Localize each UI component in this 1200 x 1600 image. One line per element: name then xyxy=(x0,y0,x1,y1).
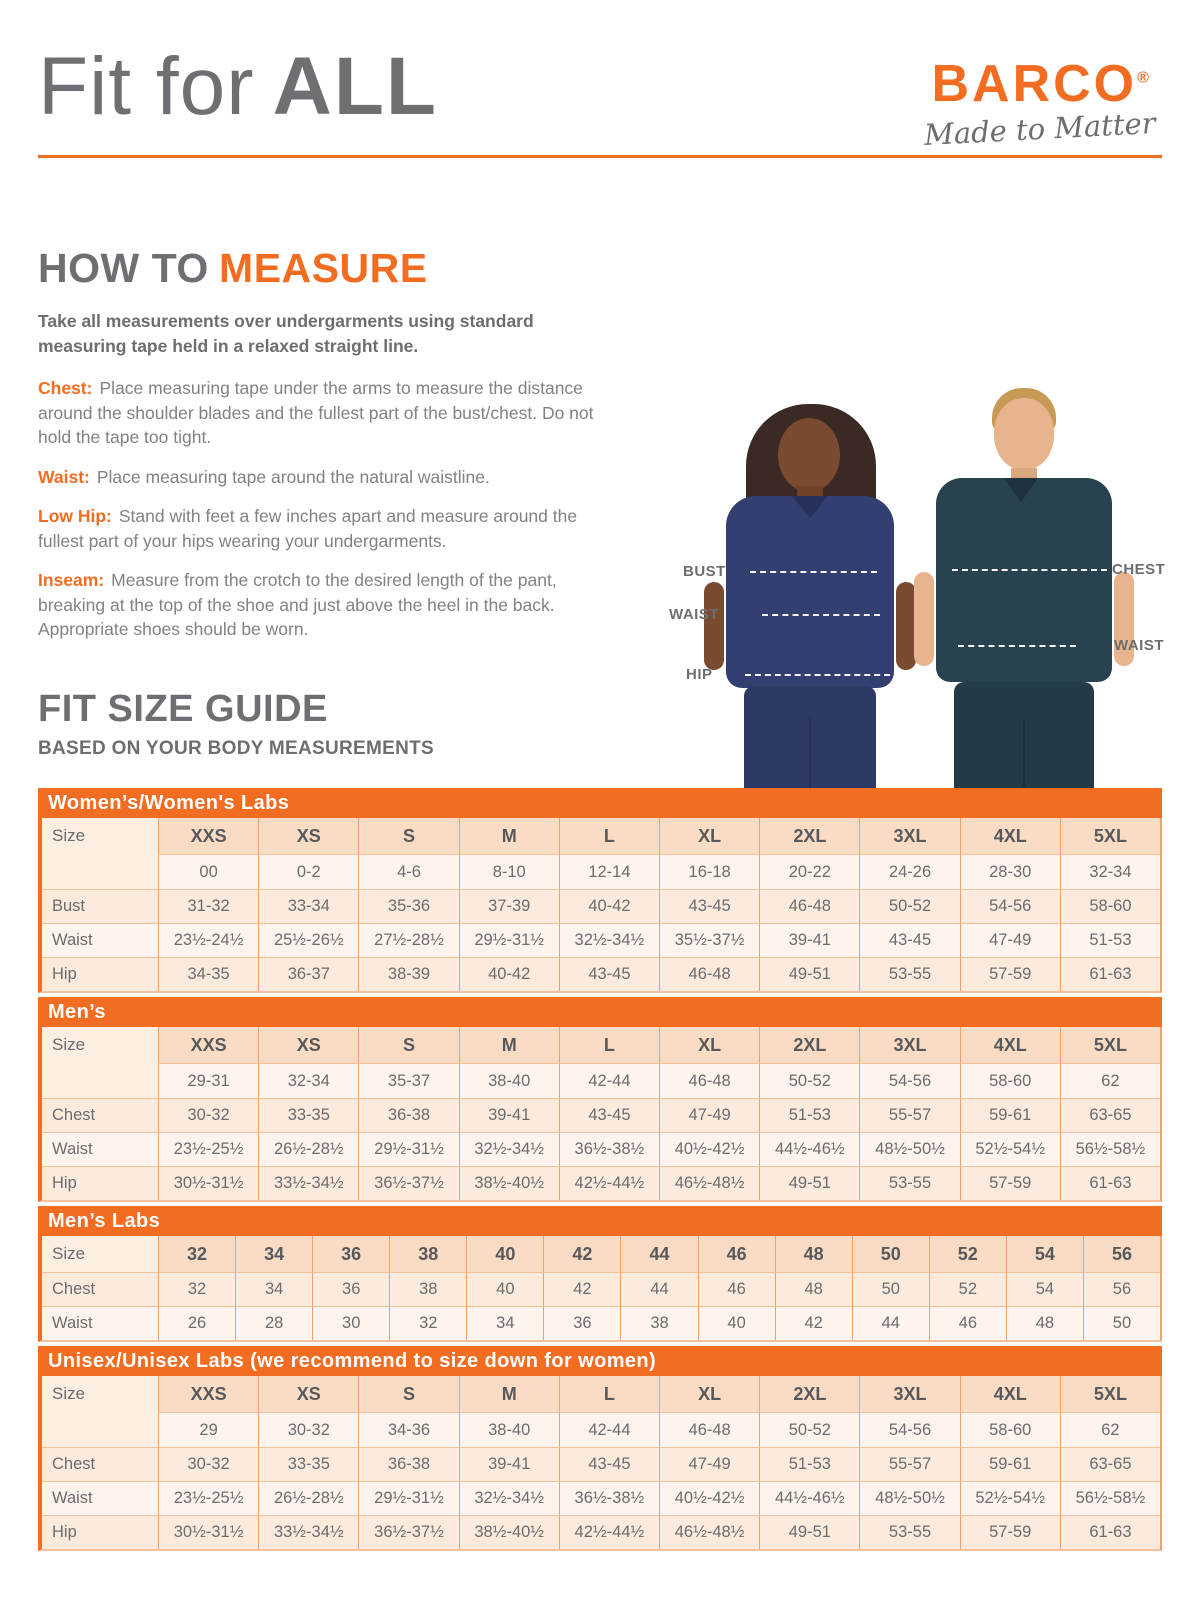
value-cell: 56½-58½ xyxy=(1061,1132,1160,1166)
size-name-cell: 3XL xyxy=(860,818,960,854)
value-cell: 57-59 xyxy=(961,1515,1061,1549)
value-cell: 47-49 xyxy=(660,1447,760,1481)
value-cell: 38½-40½ xyxy=(460,1166,560,1200)
value-cell: 51-53 xyxy=(760,1098,860,1132)
size-number-cell: 00 xyxy=(159,854,259,889)
value-cell: 34 xyxy=(467,1306,544,1340)
value-cell: 36 xyxy=(313,1272,390,1306)
value-cell: 44½-46½ xyxy=(760,1481,860,1515)
bust-measure-line xyxy=(750,571,877,573)
value-cell: 52½-54½ xyxy=(961,1481,1061,1515)
size-number-cell: 20-22 xyxy=(760,854,860,889)
size-table-womens xyxy=(38,788,1162,993)
value-cell: 29½-31½ xyxy=(460,923,560,957)
value-cell: 33-35 xyxy=(259,1447,359,1481)
value-cell: 36 xyxy=(544,1306,621,1340)
row-label-cell: Chest xyxy=(42,1098,159,1132)
table-grid-unisex xyxy=(38,1376,1162,1551)
male-model-scrub-top xyxy=(936,478,1112,682)
value-cell: 53-55 xyxy=(860,1515,960,1549)
female-model-vneck xyxy=(792,496,828,518)
value-cell: 53-55 xyxy=(860,1166,960,1200)
value-cell: 33½-34½ xyxy=(259,1166,359,1200)
size-name-cell: XS xyxy=(259,818,359,854)
size-name-cell: 38 xyxy=(390,1236,467,1272)
size-column-header: Size xyxy=(42,818,159,854)
value-cell: 46-48 xyxy=(760,889,860,923)
table-banner-womens: Women’s/Women's Labs xyxy=(38,788,1162,818)
size-number-cell: 24-26 xyxy=(860,854,960,889)
size-name-cell: 32 xyxy=(159,1236,236,1272)
value-cell: 48½-50½ xyxy=(860,1481,960,1515)
size-name-cell: L xyxy=(560,1027,660,1063)
value-cell: 33½-34½ xyxy=(259,1515,359,1549)
size-name-cell: XXS xyxy=(159,818,259,854)
row-label-cell: Waist xyxy=(42,1306,159,1340)
size-column-header: Size xyxy=(42,1376,159,1412)
chest-label: CHEST xyxy=(1112,561,1166,578)
value-cell: 55-57 xyxy=(860,1098,960,1132)
size-name-cell: 34 xyxy=(236,1236,313,1272)
hip-label: HIP xyxy=(686,666,713,683)
size-number-cell: 54-56 xyxy=(860,1412,960,1447)
hip-measure-line xyxy=(745,674,900,676)
size-name-cell: S xyxy=(359,1376,459,1412)
size-name-cell: XXS xyxy=(159,1027,259,1063)
value-cell: 40½-42½ xyxy=(660,1132,760,1166)
measurement-row-chest xyxy=(42,1272,1160,1306)
size-number-cell: 50-52 xyxy=(760,1412,860,1447)
measurement-row-hip xyxy=(42,1166,1160,1200)
value-cell: 46½-48½ xyxy=(660,1515,760,1549)
value-cell: 29½-31½ xyxy=(359,1132,459,1166)
size-number-cell: 62 xyxy=(1061,1412,1160,1447)
value-cell: 39-41 xyxy=(460,1098,560,1132)
size-number-cell: 42-44 xyxy=(560,1063,660,1098)
male-waist-label: WAIST xyxy=(1114,637,1164,654)
size-name-cell: 3XL xyxy=(860,1376,960,1412)
measurement-row-chest xyxy=(42,1447,1160,1481)
value-cell: 63-65 xyxy=(1061,1447,1160,1481)
size-name-cell: S xyxy=(359,818,459,854)
value-cell: 32 xyxy=(390,1306,467,1340)
size-name-cell: 48 xyxy=(776,1236,853,1272)
value-cell: 61-63 xyxy=(1061,1166,1160,1200)
value-cell: 48½-50½ xyxy=(860,1132,960,1166)
value-cell: 33-34 xyxy=(259,889,359,923)
male-waist-measure-line xyxy=(958,645,1076,647)
value-cell: 30½-31½ xyxy=(159,1166,259,1200)
value-cell: 48 xyxy=(776,1272,853,1306)
size-name-cell: 36 xyxy=(313,1236,390,1272)
value-cell: 39-41 xyxy=(460,1447,560,1481)
size-number-cell: 16-18 xyxy=(660,854,760,889)
size-name-cell: 5XL xyxy=(1061,1376,1160,1412)
size-number-cell: 32-34 xyxy=(1061,854,1160,889)
value-cell: 35-36 xyxy=(359,889,459,923)
size-number-cell: 38-40 xyxy=(460,1412,560,1447)
value-cell: 23½-25½ xyxy=(159,1132,259,1166)
size-number-cell: 4-6 xyxy=(359,854,459,889)
fit-size-guide-heading: FIT SIZE GUIDE xyxy=(38,688,328,730)
table-grid-mens xyxy=(38,1027,1162,1202)
size-header-row xyxy=(42,1236,1160,1272)
value-cell: 50 xyxy=(853,1272,930,1306)
value-cell: 26½-28½ xyxy=(259,1481,359,1515)
value-cell: 57-59 xyxy=(961,1166,1061,1200)
female-waist-label: WAIST xyxy=(669,606,719,623)
size-header-row xyxy=(42,818,1160,854)
size-header-row xyxy=(42,1027,1160,1063)
page-title-regular: Fit for xyxy=(38,41,255,132)
row-label-cell: Hip xyxy=(42,1166,159,1200)
value-cell: 37-39 xyxy=(460,889,560,923)
row-label-cell: Waist xyxy=(42,1481,159,1515)
empty-label-cell xyxy=(42,1412,159,1447)
size-name-cell: S xyxy=(359,1027,459,1063)
female-model-arm-right xyxy=(896,582,916,670)
value-cell: 43-45 xyxy=(560,1447,660,1481)
value-cell: 38 xyxy=(621,1306,698,1340)
value-cell: 36-38 xyxy=(359,1447,459,1481)
value-cell: 38-39 xyxy=(359,957,459,991)
size-number-cell: 50-52 xyxy=(760,1063,860,1098)
size-number-cell: 38-40 xyxy=(460,1063,560,1098)
value-cell: 46-48 xyxy=(660,957,760,991)
value-cell: 48 xyxy=(1007,1306,1084,1340)
size-number-cell: 32-34 xyxy=(259,1063,359,1098)
size-name-cell: 50 xyxy=(853,1236,930,1272)
measure-intro: Take all measurements over undergarments using standard measuring tape held in a relaxed straight line. xyxy=(38,311,534,356)
size-name-cell: XL xyxy=(660,1027,760,1063)
value-cell: 59-61 xyxy=(961,1098,1061,1132)
value-cell: 49-51 xyxy=(760,1166,860,1200)
brand-name: BARCO® xyxy=(931,55,1149,113)
value-cell: 39-41 xyxy=(760,923,860,957)
size-number-cell: 30-32 xyxy=(259,1412,359,1447)
value-cell: 49-51 xyxy=(760,1515,860,1549)
table-grid-womens xyxy=(38,818,1162,993)
value-cell: 61-63 xyxy=(1061,1515,1160,1549)
measurement-row-waist xyxy=(42,923,1160,957)
male-model-arm-left xyxy=(914,572,934,666)
measure-item-inseam: Inseam: Measure from the crotch to the desired length of the pant, breaking at the top of the shoe and just above the heel in the back. Appropriate shoes should be worn. xyxy=(38,570,557,639)
size-name-cell: M xyxy=(460,1027,560,1063)
size-name-cell: 5XL xyxy=(1061,818,1160,854)
value-cell: 56½-58½ xyxy=(1061,1481,1160,1515)
value-cell: 49-51 xyxy=(760,957,860,991)
size-number-cell: 35-37 xyxy=(359,1063,459,1098)
size-table-mens xyxy=(38,997,1162,1202)
value-cell: 36½-37½ xyxy=(359,1166,459,1200)
value-cell: 33-35 xyxy=(259,1098,359,1132)
value-cell: 51-53 xyxy=(760,1447,860,1481)
value-cell: 59-61 xyxy=(961,1447,1061,1481)
size-number-cell: 58-60 xyxy=(961,1412,1061,1447)
value-cell: 51-53 xyxy=(1061,923,1160,957)
row-label-cell: Chest xyxy=(42,1272,159,1306)
measurement-row-waist xyxy=(42,1132,1160,1166)
measurement-row-chest xyxy=(42,1098,1160,1132)
page-title xyxy=(38,41,439,132)
empty-label-cell xyxy=(42,854,159,889)
measurement-row-hip xyxy=(42,957,1160,991)
size-name-cell: 3XL xyxy=(860,1027,960,1063)
row-label-cell: Waist xyxy=(42,923,159,957)
size-name-cell: XXS xyxy=(159,1376,259,1412)
size-number-cell: 34-36 xyxy=(359,1412,459,1447)
value-cell: 46 xyxy=(930,1306,1007,1340)
row-label-cell: Waist xyxy=(42,1132,159,1166)
size-number-cell: 54-56 xyxy=(860,1063,960,1098)
value-cell: 32½-34½ xyxy=(560,923,660,957)
value-cell: 56 xyxy=(1084,1272,1160,1306)
size-column-header: Size xyxy=(42,1027,159,1063)
value-cell: 34-35 xyxy=(159,957,259,991)
size-name-cell: M xyxy=(460,1376,560,1412)
table-banner-mens-labs: Men’s Labs xyxy=(38,1206,1162,1236)
value-cell: 43-45 xyxy=(860,923,960,957)
size-name-cell: 46 xyxy=(699,1236,776,1272)
value-cell: 40 xyxy=(699,1306,776,1340)
value-cell: 50-52 xyxy=(860,889,960,923)
measure-item-waist: Waist: Place measuring tape around the natural waistline. xyxy=(38,466,490,487)
size-number-cell: 58-60 xyxy=(961,1063,1061,1098)
size-name-cell: 42 xyxy=(544,1236,621,1272)
measure-item-chest: Chest: Place measuring tape under the arms to measure the distance around the shoulder blades and the fullest part of the bust/chest. Do not hold the tape too tight. xyxy=(38,378,594,447)
size-name-cell: XL xyxy=(660,1376,760,1412)
female-model-scrub-top xyxy=(726,496,894,688)
value-cell: 50 xyxy=(1084,1306,1160,1340)
size-number-cell: 29 xyxy=(159,1412,259,1447)
male-model-face xyxy=(994,398,1054,470)
heading-orange-part: MEASURE xyxy=(219,245,428,291)
size-numbers-row xyxy=(42,1063,1160,1098)
size-name-cell: 5XL xyxy=(1061,1027,1160,1063)
measurement-row-bust xyxy=(42,889,1160,923)
table-banner-unisex: Unisex/Unisex Labs (we recommend to size down for women) xyxy=(38,1346,1162,1376)
size-number-cell: 0-2 xyxy=(259,854,359,889)
value-cell: 42 xyxy=(776,1306,853,1340)
size-name-cell: 2XL xyxy=(760,1027,860,1063)
male-model-pant-seam xyxy=(1023,718,1025,793)
value-cell: 25½-26½ xyxy=(259,923,359,957)
size-number-cell: 28-30 xyxy=(961,854,1061,889)
value-cell: 23½-24½ xyxy=(159,923,259,957)
value-cell: 46½-48½ xyxy=(660,1166,760,1200)
value-cell: 38½-40½ xyxy=(460,1515,560,1549)
value-cell: 40-42 xyxy=(560,889,660,923)
row-label-cell: Hip xyxy=(42,1515,159,1549)
value-cell: 47-49 xyxy=(660,1098,760,1132)
size-name-cell: 4XL xyxy=(961,1027,1061,1063)
value-cell: 46 xyxy=(699,1272,776,1306)
value-cell: 40½-42½ xyxy=(660,1481,760,1515)
size-table-mens-labs xyxy=(38,1206,1162,1342)
value-cell: 36½-37½ xyxy=(359,1515,459,1549)
measurement-row-waist xyxy=(42,1306,1160,1340)
registered-mark-icon: ® xyxy=(1137,69,1149,87)
female-model-arm-left xyxy=(704,582,724,670)
value-cell: 53-55 xyxy=(860,957,960,991)
size-number-cell: 8-10 xyxy=(460,854,560,889)
size-name-cell: XS xyxy=(259,1027,359,1063)
size-number-cell: 12-14 xyxy=(560,854,660,889)
size-name-cell: 4XL xyxy=(961,1376,1061,1412)
value-cell: 28 xyxy=(236,1306,313,1340)
table-banner-mens: Men’s xyxy=(38,997,1162,1027)
value-cell: 36½-38½ xyxy=(560,1481,660,1515)
size-name-cell: 54 xyxy=(1007,1236,1084,1272)
size-name-cell: 2XL xyxy=(760,1376,860,1412)
value-cell: 52 xyxy=(930,1272,1007,1306)
value-cell: 43-45 xyxy=(560,1098,660,1132)
measurement-row-hip xyxy=(42,1515,1160,1549)
value-cell: 30½-31½ xyxy=(159,1515,259,1549)
value-cell: 44½-46½ xyxy=(760,1132,860,1166)
fit-size-guide-subheading: BASED ON YOUR BODY MEASUREMENTS xyxy=(38,738,435,759)
size-name-cell: XL xyxy=(660,818,760,854)
female-model-pant-seam xyxy=(809,718,811,793)
empty-label-cell xyxy=(42,1063,159,1098)
size-name-cell: 2XL xyxy=(760,818,860,854)
value-cell: 63-65 xyxy=(1061,1098,1160,1132)
value-cell: 52½-54½ xyxy=(961,1132,1061,1166)
bust-label: BUST xyxy=(683,563,726,580)
value-cell: 44 xyxy=(853,1306,930,1340)
value-cell: 58-60 xyxy=(1061,889,1160,923)
value-cell: 30-32 xyxy=(159,1098,259,1132)
value-cell: 30 xyxy=(313,1306,390,1340)
value-cell: 61-63 xyxy=(1061,957,1160,991)
value-cell: 26 xyxy=(159,1306,236,1340)
row-label-cell: Chest xyxy=(42,1447,159,1481)
value-cell: 32 xyxy=(159,1272,236,1306)
value-cell: 57-59 xyxy=(961,957,1061,991)
size-name-cell: M xyxy=(460,818,560,854)
female-model-face xyxy=(778,418,840,492)
value-cell: 32½-34½ xyxy=(460,1132,560,1166)
value-cell: 32½-34½ xyxy=(460,1481,560,1515)
value-cell: 27½-28½ xyxy=(359,923,459,957)
header-divider xyxy=(38,155,1162,158)
value-cell: 30-32 xyxy=(159,1447,259,1481)
size-name-cell: 40 xyxy=(467,1236,544,1272)
size-number-cell: 62 xyxy=(1061,1063,1160,1098)
value-cell: 44 xyxy=(621,1272,698,1306)
value-cell: 26½-28½ xyxy=(259,1132,359,1166)
value-cell: 36½-38½ xyxy=(560,1132,660,1166)
size-number-cell: 46-48 xyxy=(660,1063,760,1098)
value-cell: 29½-31½ xyxy=(359,1481,459,1515)
size-tables xyxy=(38,788,1162,1555)
size-header-row xyxy=(42,1376,1160,1412)
value-cell: 42½-44½ xyxy=(560,1166,660,1200)
value-cell: 47-49 xyxy=(961,923,1061,957)
value-cell: 34 xyxy=(236,1272,313,1306)
value-cell: 40-42 xyxy=(460,957,560,991)
value-cell: 55-57 xyxy=(860,1447,960,1481)
row-label-cell: Hip xyxy=(42,957,159,991)
row-label-cell: Bust xyxy=(42,889,159,923)
size-name-cell: 4XL xyxy=(961,818,1061,854)
female-waist-measure-line xyxy=(762,614,880,616)
how-to-measure-heading xyxy=(38,245,623,291)
size-number-cell: 46-48 xyxy=(660,1412,760,1447)
size-name-cell: 52 xyxy=(930,1236,1007,1272)
value-cell: 43-45 xyxy=(660,889,760,923)
size-name-cell: 44 xyxy=(621,1236,698,1272)
value-cell: 38 xyxy=(390,1272,467,1306)
value-cell: 43-45 xyxy=(560,957,660,991)
size-name-cell: 56 xyxy=(1084,1236,1160,1272)
size-number-cell: 42-44 xyxy=(560,1412,660,1447)
size-name-cell: XS xyxy=(259,1376,359,1412)
size-name-cell: L xyxy=(560,1376,660,1412)
value-cell: 42 xyxy=(544,1272,621,1306)
value-cell: 23½-25½ xyxy=(159,1481,259,1515)
measure-item-lowhip: Low Hip: Stand with feet a few inches apart and measure around the fullest part of your hips wearing your undergarments. xyxy=(38,506,578,551)
value-cell: 42½-44½ xyxy=(560,1515,660,1549)
brand-tagline: Made to Matter xyxy=(923,105,1157,153)
size-name-cell: L xyxy=(560,818,660,854)
value-cell: 40 xyxy=(467,1272,544,1306)
value-cell: 36-38 xyxy=(359,1098,459,1132)
male-model-vneck xyxy=(1004,478,1038,502)
chest-measure-line xyxy=(952,569,1107,571)
measurement-row-waist xyxy=(42,1481,1160,1515)
size-number-cell: 29-31 xyxy=(159,1063,259,1098)
value-cell: 36-37 xyxy=(259,957,359,991)
heading-gray-part: HOW TO xyxy=(38,245,209,291)
how-to-measure-section xyxy=(38,245,623,657)
page-title-bold: ALL xyxy=(272,41,439,132)
value-cell: 35½-37½ xyxy=(660,923,760,957)
size-numbers-row xyxy=(42,1412,1160,1447)
size-table-unisex xyxy=(38,1346,1162,1551)
value-cell: 54-56 xyxy=(961,889,1061,923)
value-cell: 54 xyxy=(1007,1272,1084,1306)
value-cell: 31-32 xyxy=(159,889,259,923)
size-numbers-row xyxy=(42,854,1160,889)
brand-logo xyxy=(923,55,1157,153)
measurement-diagram xyxy=(650,388,1200,793)
table-grid-mens-labs xyxy=(38,1236,1162,1342)
size-column-header: Size xyxy=(42,1236,159,1272)
